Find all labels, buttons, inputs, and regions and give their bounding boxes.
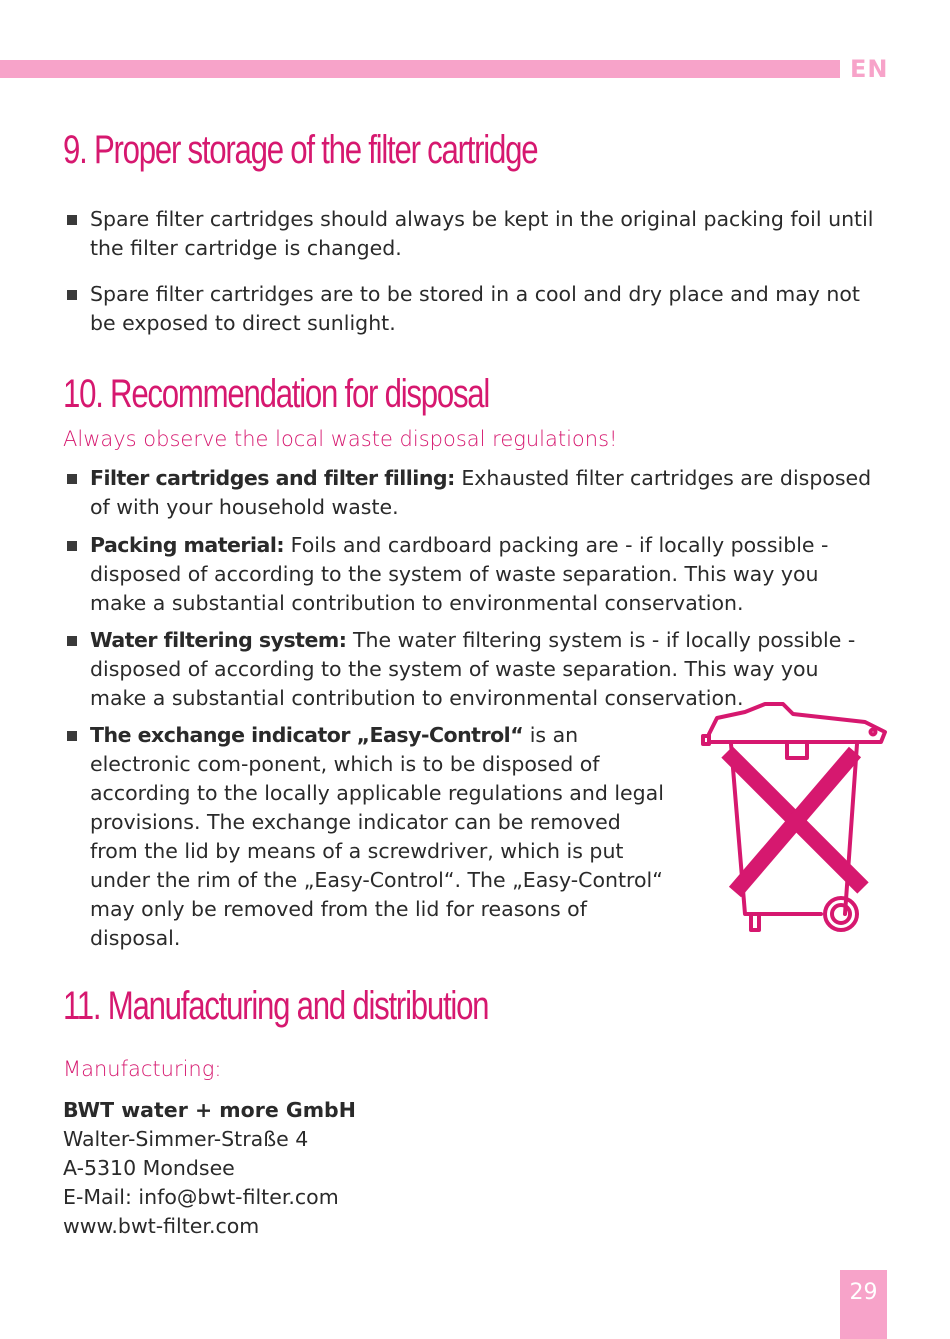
item-text: Foils and cardboard packing are - if locally possible - disposed of according to the system of waste separation. This way you make a substantial contribution to environmental conservation. [90, 533, 829, 615]
company-name: BWT water + more GmbH [63, 1098, 356, 1122]
easy-control-list [66, 721, 666, 953]
section-9-title: 9. Proper storage of the filter cartridge [63, 128, 538, 172]
storage-list [66, 205, 876, 338]
list-item [66, 531, 878, 618]
manufacturing-label: Manufacturing: [63, 1057, 222, 1081]
website-address: www.bwt-filter.com [63, 1214, 260, 1238]
section-10-title: 10. Recommendation for disposal [63, 372, 490, 416]
item-label: Filter cartridges and filter filling: [90, 466, 455, 490]
list-item [66, 721, 666, 953]
crossed-out-wheelie-bin-icon [695, 700, 895, 940]
email-address: E-Mail: info@bwt-filter.com [63, 1185, 339, 1209]
disposal-note: Always observe the local waste disposal regulations! [63, 427, 618, 451]
language-label: EN [850, 55, 889, 83]
item-text: Exhausted filter cartridges are disposed of with your household waste. [90, 466, 872, 519]
list-item [66, 464, 878, 522]
item-label: Water filtering system: [90, 628, 347, 652]
section-11-title: 11. Manufacturing and distribution [63, 984, 489, 1028]
header-bar [0, 60, 840, 78]
city-address: A-5310 Mondsee [63, 1156, 235, 1180]
manufacturer-address [63, 1096, 356, 1241]
item-label: Packing material: [90, 533, 285, 557]
page-number: 29 [840, 1270, 887, 1339]
item-text: The water filtering system is - if locally possible - disposed of according to the system of waste separation. This way you make a substantial contribution to environmental conservation. [90, 628, 856, 710]
disposal-list [66, 464, 878, 713]
item-text: is an electronic com-ponent, which is to be disposed of according to the locally applicable regulations and legal provisions. The exchange indicator can be removed from the lid by means of a screwdriver, which is put under the rim of the „Easy-Control“. The „Easy-Control“ may only be removed from the lid for reasons of disposal. [90, 723, 664, 950]
list-item: Spare filter cartridges are to be stored in a cool and dry place and may not be exposed to direct sunlight. [66, 280, 876, 338]
item-label: The exchange indicator „Easy-Control“ [90, 723, 524, 747]
street-address: Walter-Simmer-Straße 4 [63, 1127, 309, 1151]
list-item: Spare filter cartridges should always be kept in the original packing foil until the filter cartridge is changed. [66, 205, 876, 263]
